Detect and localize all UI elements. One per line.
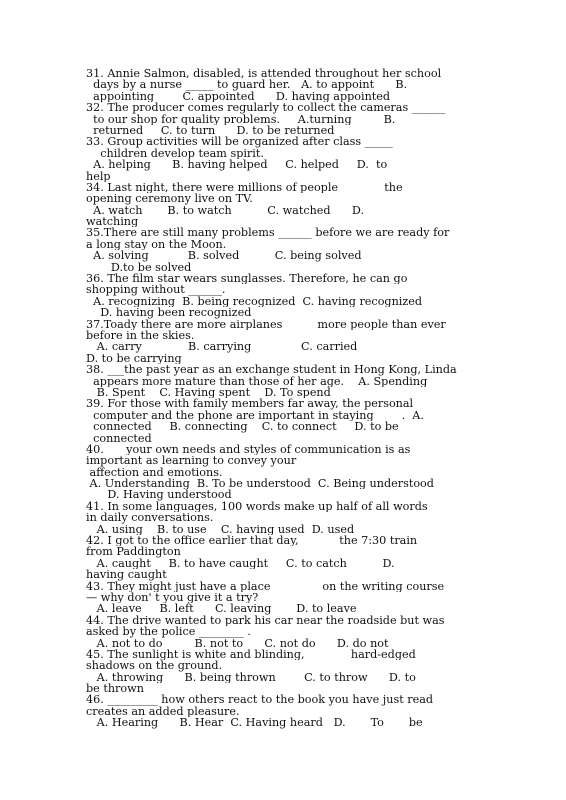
question-line: computer and the phone are important in staying_____. A. [86,409,424,422]
question-line: important as learning to convey your [86,455,297,467]
question-36 [86,273,482,319]
question-44 [86,615,482,649]
question-line: A. watch B. to watch C. watched D. [86,204,365,217]
question-line: 46. _________ how others react to the book you have just read [86,694,434,706]
question-39 [86,398,482,444]
question-line: days by a nurse _____ to guard her. A. to appoint B. [86,79,408,91]
question-line: watching [86,216,139,228]
question-33 [86,136,482,182]
question-list [86,68,482,729]
question-line: a long stay on the Moon. [86,238,227,251]
question-35 [86,227,482,273]
question-line: D. to be carrying [86,352,182,365]
question-line: to our shop for quality problems. A.turning B. [86,113,396,125]
question-line: A. throwing B. being thrown C. to throw D. to [86,671,416,684]
question-line: creates an added pleasure. [86,705,240,718]
question-line: A. carry B. carrying C. carried [86,341,358,353]
question-line: help [86,170,111,182]
question-46 [86,694,482,728]
question-line: 31. Annie Salmon, disabled, is attended throughout her school [86,68,442,80]
question-line: A. leave B. left C. leaving D. to leave [86,603,357,615]
question-line: 39. For those with family members far away, the personal [86,398,414,410]
question-line: from Paddington [86,546,181,558]
question-37 [86,319,482,365]
question-line: A. using B. to use C. having used D. used [86,523,355,536]
question-line: A. Hearing B. Hear C. Having heard D. To be [86,717,423,729]
question-line: shadows on the ground. [86,660,223,672]
question-line: having caught [86,569,167,581]
question-line: 34. Last night, there were millions of people _______ the [86,181,403,194]
question-line: connected B. connecting C. to connect D. to be [86,421,399,433]
question-line: 36. The film star wears sunglasses. Therefore, he can go [86,273,408,285]
question-line: A. Understanding B. To be understood C. Being understood [86,478,434,490]
question-line: before in the skies. [86,329,195,342]
question-line: A. caught B. to have caught C. to catch D. [86,557,395,570]
question-line: 44. The drive wanted to park his car near the roadside but was [86,614,445,627]
question-line: appointing C. appointed D. having appointed [86,90,391,103]
question-line: D. Having understood [86,489,232,501]
question-42 [86,535,482,581]
question-line: 35.There are still many problems ______ before we are ready for [86,227,450,239]
question-line: A. helping B. having helped C. helped D. to [86,159,388,171]
question-line: connected [86,432,152,444]
question-line: A. not to do B. not to C. not do D. do not [86,637,389,649]
question-line: 38. ___the past year as an exchange student in Hong Kong, Linda [86,364,457,376]
question-line: D. having been recognized [86,307,252,319]
question-line: B. Spent C. Having spent D. To spend [86,386,331,399]
question-line: opening ceremony live on TV. [86,193,253,205]
question-45 [86,649,482,695]
question-line: A. solving B. solved C. being solved [86,250,362,262]
question-line: 40.____your own needs and styles of communication is as [86,443,411,456]
question-line: in daily conversations. [86,512,214,524]
question-line: 32. The producer comes regularly to collect the cameras ______ [86,102,446,114]
question-line: A. recognizing B. being recognized C. having recognized [86,295,423,308]
question-line: asked by the police ________ . [86,626,251,638]
question-line: appears more mature than those of her age. A. Spending [86,375,428,387]
question-line: affection and emotions. [86,466,223,479]
question-line: 37.Toady there are more airplanes _____ more people than ever [86,318,446,330]
question-line: — why don' t you give it a try? [86,591,259,604]
question-line: 33. Group activities will be organized after class _____ [86,136,393,148]
question-line: be thrown [86,683,144,695]
question-line: 45. The sunlight is white and blinding, _______ hard-edged [86,648,416,661]
question-31 [86,68,482,102]
question-41 [86,501,482,535]
question-line: D.to be solved [86,261,192,274]
question-40 [86,444,482,501]
question-34 [86,182,482,228]
question-line: shopping without ______. [86,284,226,296]
question-line: returned C. to turn D. to be returned [86,124,335,137]
question-line: children develop team spirit. [86,147,264,160]
question-line: 42. I got to the office earlier that day, ______ the 7:30 train [86,535,418,547]
question-line: 43. They might just have a place ________ on the writing course [86,580,445,592]
question-43 [86,581,482,615]
question-38 [86,364,482,398]
question-line: 41. In some languages, 100 words make up half of all words ______ [86,500,465,513]
question-32 [86,102,482,136]
